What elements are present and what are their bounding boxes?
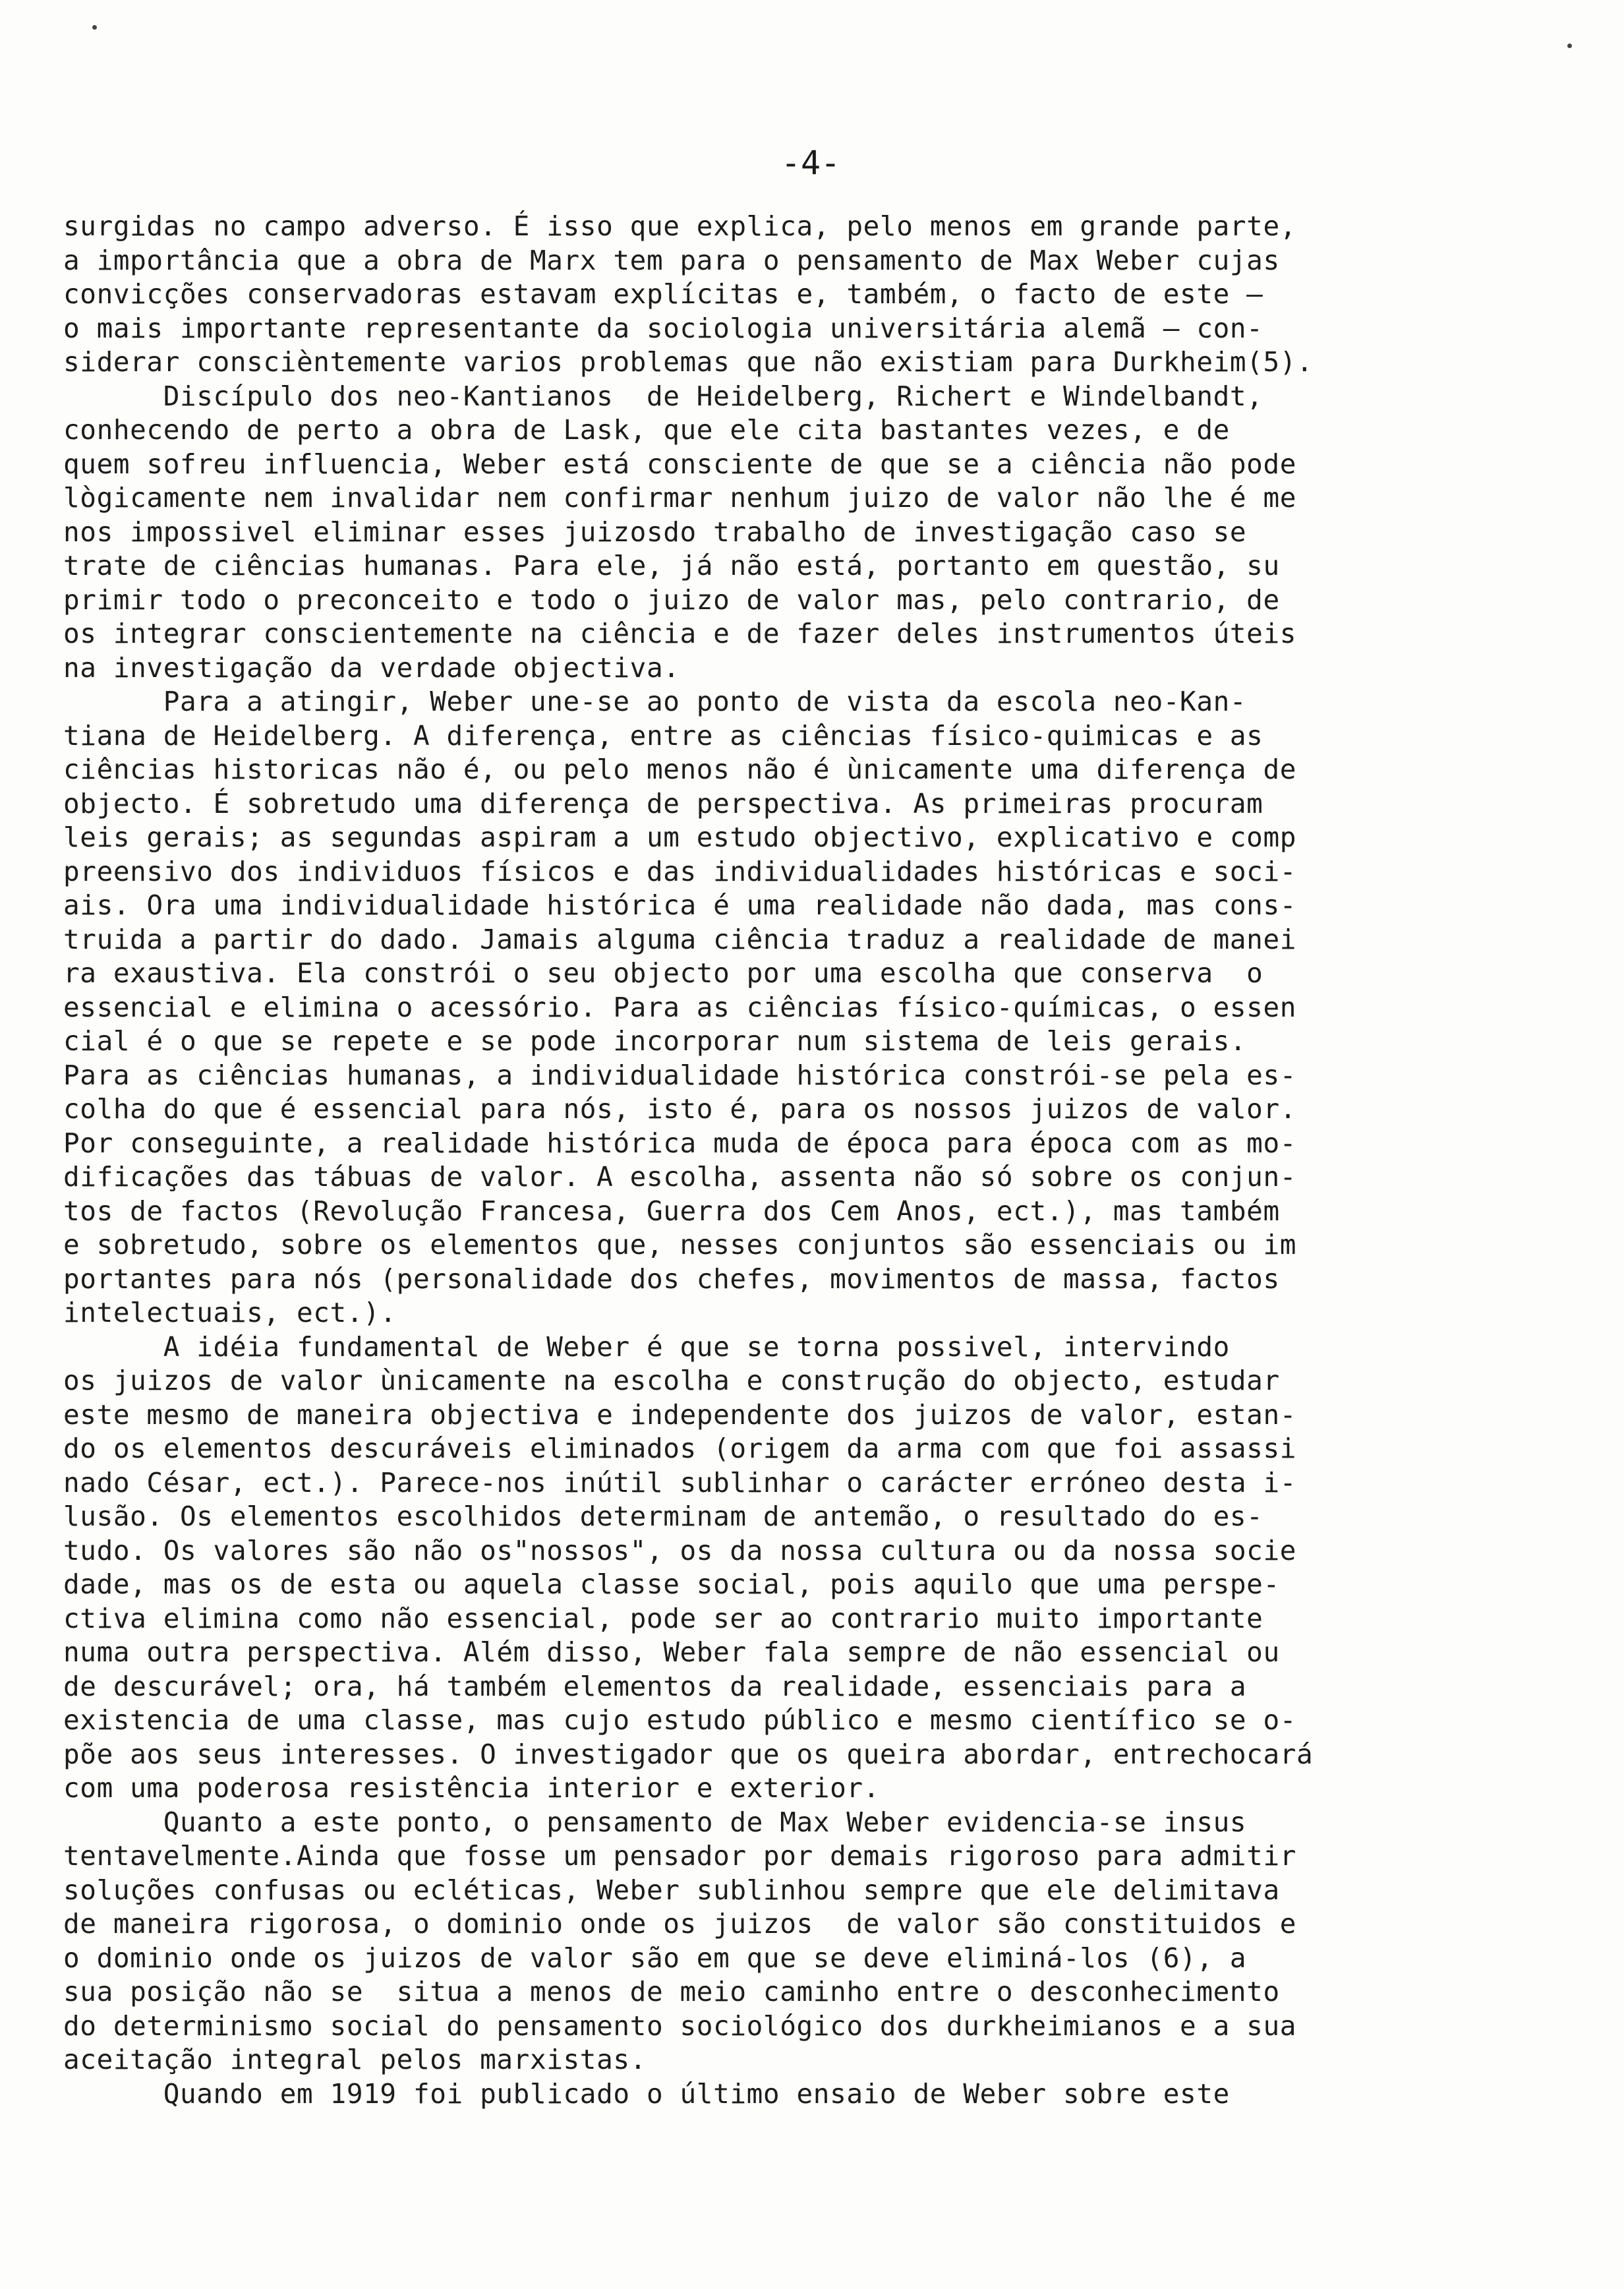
text-line: essencial e elimina o acessório. Para as ciências físico-químicas, o essen [63,991,1297,1023]
text-line: objecto. É sobretudo uma diferença de perspectiva. As primeiras procuram [63,787,1263,819]
text-line: Por conseguinte, a realidade histórica muda de época para época com as mo- [63,1127,1297,1159]
text-line: Para a atingir, Weber une-se ao ponto de vista da escola neo-Kan- [63,686,1247,717]
text-line: dade, mas os de esta ou aquela classe social, pois aquilo que uma perspe- [63,1568,1280,1600]
text-line: nado César, ect.). Parece-nos inútil sublinhar o carácter erróneo desta i- [63,1466,1297,1499]
text-line: primir todo o preconceito e todo o juizo de valor mas, pelo contrario, de [63,583,1280,616]
scan-speck [92,25,97,30]
text-line: nos impossivel eliminar esses juizosdo trabalho de investigação caso se [63,516,1247,548]
text-line: na investigação da verdade objectiva. [63,651,680,684]
text-line: tiana de Heidelberg. A diferença, entre as ciências físico-quimicas e as [63,719,1263,752]
text-line: os juizos de valor ùnicamente na escolha e construção do objecto, estudar [63,1365,1280,1396]
text-line: e sobretudo, sobre os elementos que, nesses conjuntos são essenciais ou im [63,1229,1297,1261]
text-line: A idéia fundamental de Weber é que se torna possivel, intervindo [63,1330,1230,1363]
text-line: do determinismo social do pensamento sociológico dos durkheimianos e a sua [63,2009,1297,2042]
text-line: tos de factos (Revolução Francesa, Guerra dos Cem Anos, ect.), mas também [63,1195,1280,1227]
text-line: portantes para nós (personalidade dos chefes, movimentos de massa, factos [63,1263,1280,1295]
text-line: intelectuais, ect.). [63,1297,397,1328]
text-line: Discípulo dos neo-Kantianos de Heidelberg, Richert e Windelbandt, [63,380,1263,412]
text-line: tudo. Os valores são não os"nossos", os da nossa cultura ou da nossa socie [63,1534,1297,1566]
text-line: este mesmo de maneira objectiva e independente dos juizos de valor, estan- [63,1398,1297,1431]
text-line: colha do que é essencial para nós, isto é, para os nossos juizos de valor. [63,1093,1297,1125]
text-line: do os elementos descuráveis eliminados (origem da arma com que foi assassi [63,1433,1297,1464]
text-line: soluções confusas ou ecléticas, Weber sublinhou sempre que ele delimitava [63,1874,1280,1906]
text-line: ra exaustiva. Ela constrói o seu objecto por uma escolha que conserva o [63,957,1263,989]
text-line: ctiva elimina como não essencial, pode ser ao contrario muito importante [63,1602,1263,1634]
text-line: Quando em 1919 foi publicado o último ensaio de Weber sobre este [63,2077,1230,2110]
text-line: aceitação integral pelos marxistas. [63,2044,647,2075]
text-line: tentavelmente.Ainda que fosse um pensador por demais rigoroso para admitir [63,1840,1297,1872]
text-line: com uma poderosa resistência interior e exterior. [63,1772,880,1804]
text-line: dificações das tábuas de valor. A escolha, assenta não só sobre os conjun- [63,1161,1297,1193]
text-line: lusão. Os elementos escolhidos determinam de antemão, o resultado do es- [63,1501,1263,1532]
text-line: o dominio onde os juizos de valor são em que se deve eliminá-los (6), a [63,1942,1247,1974]
body-text [63,210,1546,2111]
text-line: conhecendo de perto a obra de Lask, que ele cita bastantes vezes, e de [63,414,1230,446]
text-line: leis gerais; as segundas aspiram a um estudo objectivo, explicativo e comp [63,821,1297,853]
text-line: quem sofreu influencia, Weber está consciente de que se a ciência não pode [63,448,1297,480]
text-line: de maneira rigorosa, o dominio onde os juizos de valor são constituidos e [63,1908,1297,1940]
text-line: Para as ciências humanas, a individualidade histórica constrói-se pela es- [63,1059,1297,1091]
text-line: numa outra perspectiva. Além disso, Weber fala sempre de não essencial ou [63,1636,1280,1668]
text-line: de descurável; ora, há também elementos da realidade, essenciais para a [63,1670,1247,1702]
text-line: cial é o que se repete e se pode incorporar num sistema de leis gerais. [63,1025,1247,1057]
text-line: ais. Ora uma individualidade histórica é uma realidade não dada, mas cons- [63,889,1297,921]
text-line: Quanto a este ponto, o pensamento de Max Weber evidencia-se insus [63,1806,1247,1838]
text-line: lògicamente nem invalidar nem confirmar nenhum juizo de valor não lhe é me [63,482,1297,514]
text-line: sua posição não se situa a menos de meio caminho entre o desconhecimento [63,1976,1280,2007]
text-line: põe aos seus interesses. O investigador que os queira abordar, entrechocará [63,1738,1314,1770]
text-line: truida a partir do dado. Jamais alguma ciência traduz a realidade de manei [63,923,1297,955]
text-line: a importância que a obra de Marx tem para o pensamento de Max Weber cujas [63,244,1280,276]
text-line: preensivo dos individuos físicos e das individualidades históricas e soci- [63,855,1297,887]
text-line: o mais importante representante da sociologia universitária alemã — con- [63,312,1263,344]
text-line: siderar conscièntemente varios problemas que não existiam para Durkheim(5). [63,346,1314,378]
text-line: trate de ciências humanas. Para ele, já não está, portanto em questão, su [63,550,1280,581]
text-line: convicções conservadoras estavam explícitas e, também, o facto de este — [63,278,1263,310]
text-line: existencia de uma classe, mas cujo estudo público e mesmo científico se o- [63,1704,1297,1736]
text-line: ciências historicas não é, ou pelo menos não é ùnicamente uma diferença de [63,754,1297,785]
text-line: os integrar conscientemente na ciência e de fazer deles instrumentos úteis [63,618,1297,649]
page-number: -4- [780,144,841,182]
scan-speck [1567,44,1572,48]
text-line: surgidas no campo adverso. É isso que explica, pelo menos em grande parte, [63,210,1297,242]
